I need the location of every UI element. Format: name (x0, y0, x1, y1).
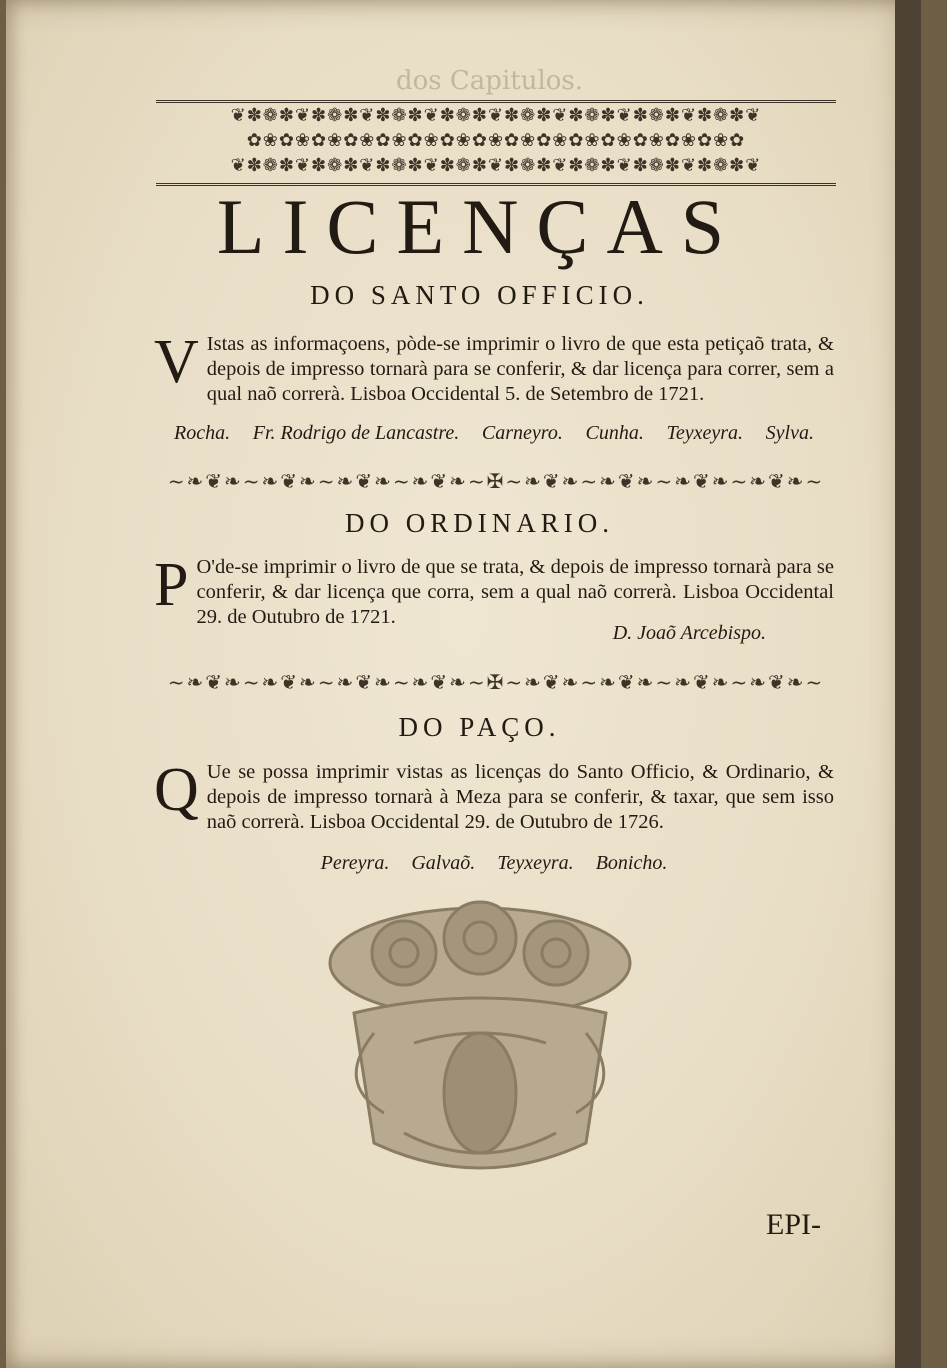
section-heading: DO ORDINARIO. (345, 508, 614, 538)
drop-cap: Q (154, 756, 199, 824)
signature-line (154, 622, 834, 645)
signature: Carneyro. (481, 422, 563, 444)
section-body (154, 328, 834, 407)
section-heading: DO SANTO OFFICIO. (310, 280, 649, 310)
signature: Cunha. (585, 422, 644, 444)
signature: Galvaõ. (411, 852, 476, 874)
page-edge (895, 0, 921, 1368)
signature: Teyxeyra. (666, 422, 743, 444)
signature: Rocha. (174, 422, 231, 444)
section-body (154, 551, 834, 630)
section-text: Istas as informaçoens, pòde-se imprimir o livro de que esta petiçaõ trata, & depois de impresso tornarà para se conferir, & dar licença para correr, sem a qual naõ correrà. Lisboa Occidental 5. de Setembro de 1721. (206, 333, 834, 405)
section-heading: DO PAÇO. (398, 712, 561, 742)
signature: Bonicho. (595, 852, 668, 874)
drop-cap: P (154, 551, 189, 619)
signature: Sylva. (765, 422, 814, 444)
signature: Pereyra. (320, 852, 390, 874)
signature: Teyxeyra. (497, 852, 574, 874)
book-page (6, 0, 921, 1368)
floral-vase-tailpiece-icon (294, 893, 666, 1193)
signature-line (154, 852, 834, 875)
signature-line (154, 422, 834, 445)
running-head: dos Capitulos. (396, 66, 584, 96)
printer-rule-ornament-icon: ~❧❦❧~❧❦❧~❧❦❧~❧❦❧~✠~❧❦❧~❧❦❧~❧❦❧~❧❦❧~ (167, 670, 825, 694)
section-text: Ue se possa imprimir vistas as licenças do Santo Officio, & Ordinario, & depois de impresso tornarà à Meza para se conferir, & taxar, que sem isso naõ correrà. Lisboa Occidental 29. de Outubro de 1726. (206, 761, 834, 833)
catchword: EPI- (766, 1208, 821, 1241)
drop-cap: V (154, 328, 199, 396)
signature: D. Joaõ Arcebispo. (612, 622, 766, 644)
headpiece-ornament-icon: ❦✽❁✽❦✽❁✽❦✽❁✽❦✽❁✽❦✽❁✽❦✽❁✽❦✽❁✽❦✽❁✽❦ ✿❀✿❀✿❀✿❀✿❀✿❀✿❀✿❀✿❀✿❀✿❀✿❀✿❀✿❀✿❀✿ ❦✽❁✽❦✽❁✽❦✽❁✽❦✽❁✽❦✽❁✽❦✽❁✽❦✽❁✽❦✽❁✽❦ (156, 100, 836, 186)
section-body (154, 756, 834, 835)
page-title: LICENÇAS (216, 183, 743, 270)
section-text: O'de-se imprimir o livro de que se trata, & depois de impresso tornarà para se conferir, & dar licença que corra, sem a qual naõ correrà. Lisboa Occidental 29. de Outubro de 1721. (196, 556, 834, 628)
printer-rule-ornament-icon: ~❧❦❧~❧❦❧~❧❦❧~❧❦❧~✠~❧❦❧~❧❦❧~❧❦❧~❧❦❧~ (167, 469, 825, 493)
signature: Fr. Rodrigo de Lancastre. (252, 422, 460, 444)
